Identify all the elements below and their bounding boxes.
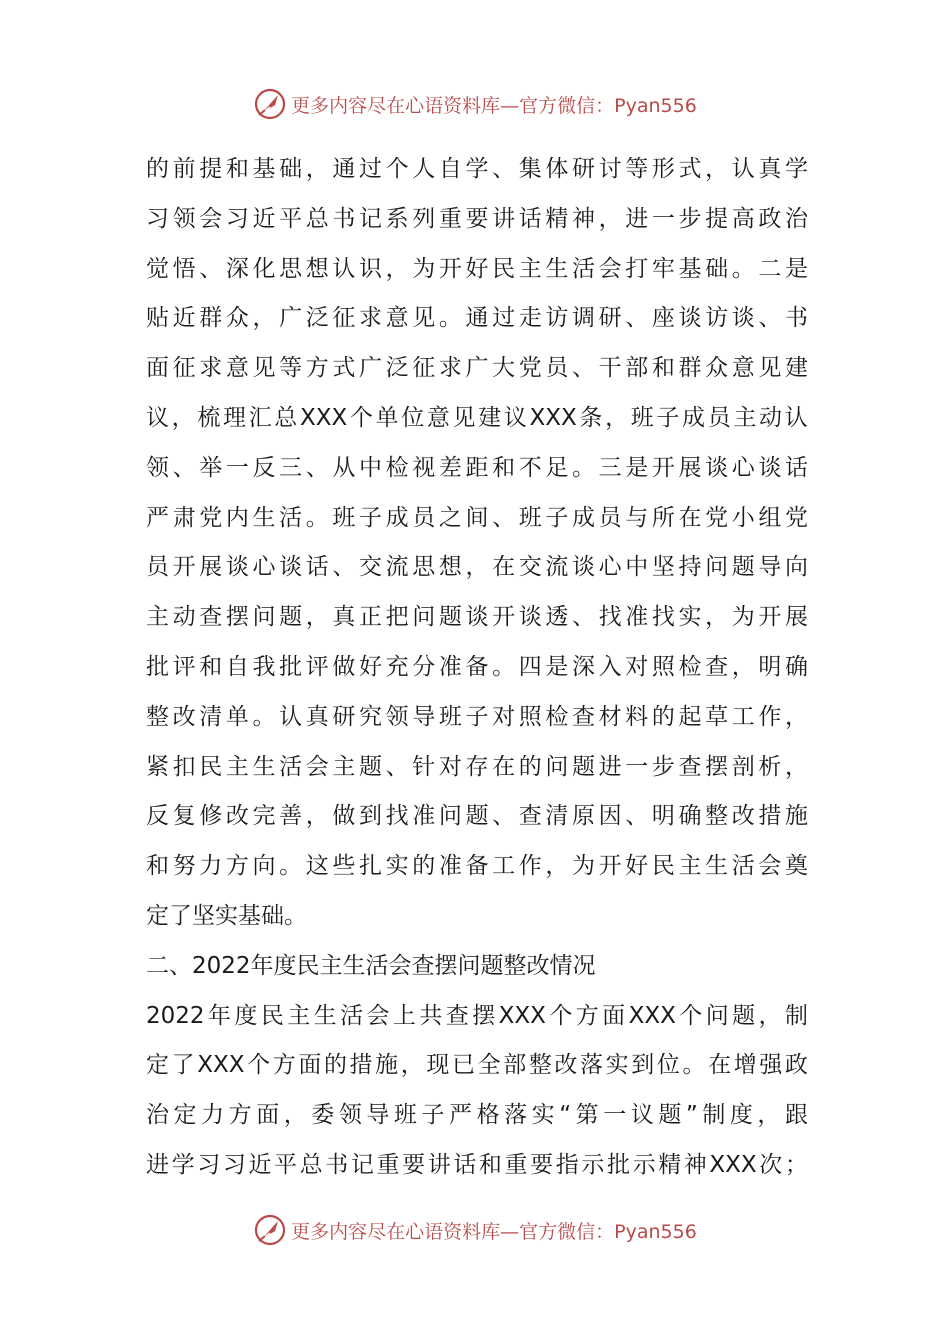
body-line: 贴 近 群 众 ， 广 泛 征 求 意 见 。 通 过 走 访 调 研 、 座 谈 访 谈 、 书 (146, 305, 808, 332)
body-line: 议 ， 梳 理 汇 总 XXX 个 单 位 意 见 建 议 XXX 条 ， 班 子 成 员 主 动 认 (146, 404, 808, 431)
footer-banner (0, 1210, 950, 1250)
body-line: 觉 悟 、 深 化 思 想 认 识 ， 为 开 好 民 主 生 活 会 打 牢 基 础 。 二 是 (146, 255, 808, 282)
body-line: 严 肃 党 内 生 活 。 班 子 成 员 之 间 、 班 子 成 员 与 所 在 党 小 组 党 (146, 504, 808, 531)
quill-logo-icon (253, 87, 287, 121)
header-banner (0, 84, 950, 124)
quill-logo-icon (253, 1213, 287, 1247)
body-line: 面 征 求 意 见 等 方 式 广 泛 征 求 广 大 党 员 、 干 部 和 群 众 意 见 建 (146, 355, 808, 382)
body-line: 员 开 展 谈 心 谈 话 、 交 流 思 想 ， 在 交 流 谈 心 中 坚 持 问 题 导 向 (146, 554, 808, 581)
body-line: 反 复 修 改 完 善 ， 做 到 找 准 问 题 、 查 清 原 因 、 明 确 整 改 措 施 (146, 803, 808, 830)
body-line: 的 前 提 和 基 础 ， 通 过 个 人 自 学 、 集 体 研 讨 等 形 式 ， 认 真 学 (146, 156, 808, 182)
footer-banner-cn: 更多内容尽在心语资料库—官方微信： (291, 1220, 615, 1243)
document-body (146, 145, 808, 1191)
body-line: 领 、 举 一 反 三 、 从 中 检 视 差 距 和 不 足 。 三 是 开 展 谈 心 谈 话 (146, 454, 808, 481)
body-line: 紧 扣 民 主 生 活 会 主 题 、 针 对 存 在 的 问 题 进 一 步 查 摆 剖 析 ， (146, 753, 808, 780)
body-line: 整 改 清 单 。 认 真 研 究 领 导 班 子 对 照 检 查 材 料 的 起 草 工 作 ， (146, 703, 808, 730)
body-line: 主 动 查 摆 问 题 ， 真 正 把 问 题 谈 开 谈 透 、 找 准 找 实 ， 为 开 展 (146, 604, 808, 631)
body-line: 定 了 XXX 个 方 面 的 措 施 ， 现 已 全 部 整 改 落 实 到 位 。 在 增 强 政 (146, 1052, 808, 1079)
body-line: 批 评 和 自 我 批 评 做 好 充 分 准 备 。 四 是 深 入 对 照 检 查 ， 明 确 (146, 653, 808, 680)
body-line: 进 学 习 习 近 平 总 书 记 重 要 讲 话 和 重 要 指 示 批 示 精 神 XXX 次 ； (146, 1151, 808, 1178)
header-banner-cn: 更多内容尽在心语资料库—官方微信： (291, 94, 615, 117)
header-banner-en: Pyan556 (614, 94, 697, 117)
body-line: 二 、 2022 年 度 民 主 生 活 会 查 摆 问 题 整 改 情 况 (146, 952, 596, 979)
body-line: 治 定 力 方 面 ， 委 领 导 班 子 严 格 落 实 “ 第 一 议 题 ” 制 度 ， 跟 (146, 1102, 808, 1129)
body-line: 2022 年 度 民 主 生 活 会 上 共 查 摆 XXX 个 方 面 XXX 个 问 题 ， 制 (146, 1002, 808, 1029)
footer-banner-en: Pyan556 (614, 1220, 697, 1243)
body-line: 和 努 力 方 向 。 这 些 扎 实 的 准 备 工 作 ， 为 开 好 民 主 生 活 会 奠 (146, 853, 808, 880)
body-line: 习 领 会 习 近 平 总 书 记 系 列 重 要 讲 话 精 神 ， 进 一 步 提 高 政 治 (146, 205, 808, 232)
body-line: 定 了 坚 实 基 础 。 (146, 902, 307, 929)
